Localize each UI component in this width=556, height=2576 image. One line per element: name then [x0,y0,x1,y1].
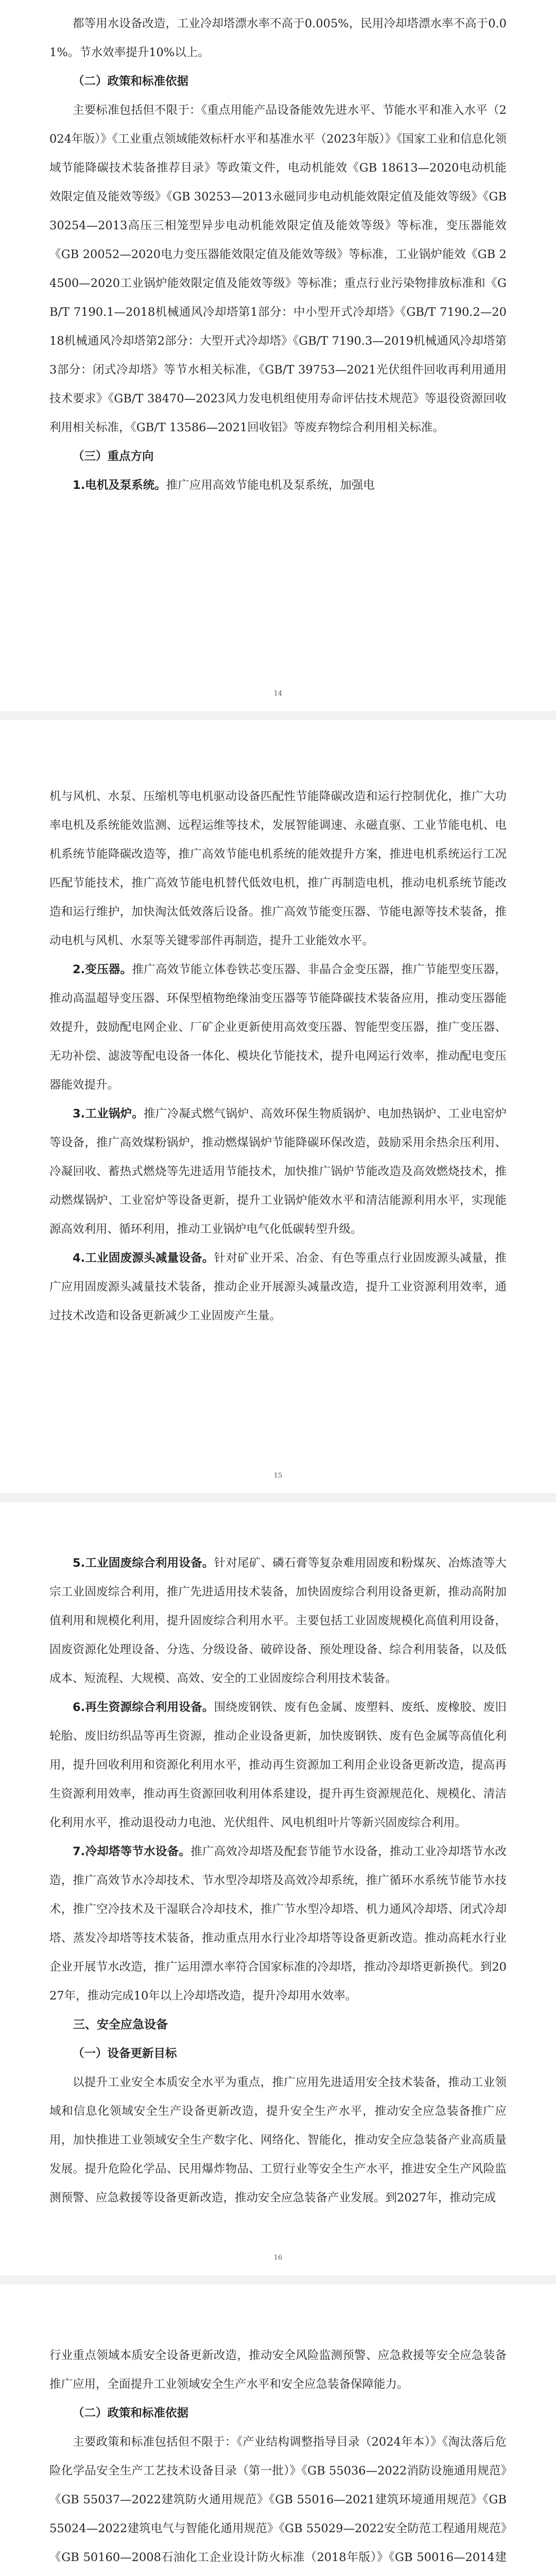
paragraph: 主要政策和标准包括但不限于：《产业结构调整指导目录（2024年本）》《淘汰落后危险化学品安全生产工艺技术设备目录（第一批）》《GB 55036—2022消防设施通用规范》《GB 55037—2022建筑防火通用规范》《GB 55016—2021建筑环境通用规范》《GB 55024—2022建筑电气与智能化通用规范》《GB 55029—2022安全防范工程通用规范》《GB 50160—2008石油化工企业设计防火标准（2018年版）》《GB 50016—2014建 [49,2435,507,2564]
document-page [0,0,556,711]
document-page [0,2284,556,2576]
document-page [0,720,556,1493]
document-page [0,1502,556,2275]
paragraph [49,471,507,500]
paragraph-text: 针对尾矿、磷石膏等复杂难用固废和粉煤灰、冶炼渣等大宗工业固废综合利用，推广先进适用技术装备，加快固废综合利用设备更新，推动高附加值利用和规模化利用，提升固废综合利用水平。主要包括工业固废规模化高值利用设备，固废资源化处理设备、分选、分级设备、破碎设备、预处理设备、综合利用装备，以及低成本、短流程、大规模、高效、安全的工业固废综合利用技术装备。 [49,1556,507,1685]
paragraph: 主要标准包括但不限于：《重点用能产品设备能效先进水平、节能水平和准入水平（2024年版）》《工业重点领域能效标杆水平和基准水平（2023年版）》《国家工业和信息化领域节能降碳技术装备推荐目录》等政策文件，电动机能效《GB 18613—2020电动机能效限定值及能效等级》《GB 30253—2013永磁同步电动机能效限定值及能效等级》《GB 30254—2013高压三相笼型异步电动机能效限定值及能效等级》等标准，变压器能效《GB 20052—2020电力变压器能效限定值及能效等级》等标准，工业锅炉能效《GB 24500—2020工业锅炉能效限定值及能效等级》等标准；重点行业污染物排放标准和《GB/T 7190.1—2018机械通风冷却塔第1部分：中小型开式冷却塔》《GB/T 7190.2—2018机械通风冷却塔第2部分：大型开式冷却塔》《GB/T 7190.3—2019机械通风冷却塔第3部分：闭式冷却塔》等节水相关标准，《GB/T 39753—2021光伏组件回收再利用通用技术要求》《GB/T 38470—2023风力发电机组使用寿命评估技术规范》等退役资源回收利用相关标准，《GB/T 13586—2021回收铝》等废弃物综合利用相关标准。 [49,104,507,434]
paragraph [49,1693,507,1837]
section-heading: （三）重点方向 [73,450,154,463]
chapter-heading: 三、安全应急设备 [73,2018,168,2031]
item-lead-title: 1.电机及泵系统。 [73,479,166,492]
paragraph [49,955,507,1099]
item-lead-title: 4.工业固废源头减量设备。 [73,1251,214,1265]
item-lead-title: 7.冷却塔等节水设备。 [73,1845,191,1858]
paragraph: 以提升工业安全本质安全水平为重点，推广应用先进适用安全技术装备，推动工业领域和信息化领域安全生产设备更新改造，提升安全生产水平，推动安全应急装备推广应用，加快推进工业领域安全生产数字化、网络化、智能化，推动安全应急装备产业高质量发展。提升危险化学品、民用爆炸物品、工贸行业等安全生产水平，推进安全生产风险监测预警、应急救援等设备更新改造，推动安全应急装备产业发展。到2027年，推动完成 [49,2076,507,2205]
item-lead-title: 5.工业固废综合利用设备。 [73,1556,214,1570]
paragraph-text: 推广冷凝式燃气锅炉、高效环保生物质锅炉、电加热锅炉、工业电窑炉等设备，推广高效煤粉锅炉，推动燃煤锅炉节能降碳环保改造，鼓励采用余热余压利用、冷凝回收、蓄热式燃烧等先进适用节能技术，加快推广锅炉节能改造及高效燃烧技术，推动燃煤锅炉、工业窑炉等设备更新，提升工业锅炉能效水平和清洁能源利用水平，实现能源高效利用、循环利用，推动工业锅炉电气化低碳转型升级。 [49,1107,507,1236]
paragraph-text: 推广应用高效节能电机及泵系统，加强电 [166,479,375,492]
paragraph [49,1549,507,1693]
page-number: 14 [273,690,283,698]
item-lead-title: 2.变压器。 [73,963,132,976]
paragraph-text: 推广高效节能立体卷铁芯变压器、非晶合金变压器，推广节能型变压器，推动高温超导变压器、环保型植物绝缘油变压器等节能降碳技术装备应用，推动变压器能效提升，鼓励配电网企业、厂矿企业更新使用高效变压器、智能型变压器，推广变压器、无功补偿、滤波等配电设备一体化、模块化节能技术，提升电网运行效率，推动配电变压器能效提升。 [49,963,507,1092]
page-number: 15 [273,1472,283,1480]
paragraph [49,1244,507,1330]
paragraph-text: 推广高效冷却塔及配套节能节水设备，推动工业冷却塔节水改造，推广高效节水冷却技术、节水型冷却塔及高效冷却系统，推广循环水系统节能节水技术，推广空冷技术及干湿联合冷却技术，推广节水型冷却塔、机力通风冷却塔、闭式冷却塔、蒸发冷却塔等技术装备，推动重点用水行业冷却塔等设备更新改造。推动高耗水行业企业开展节水改造，推广运用漂水率符合国家标准的冷却塔，推动冷却塔更新换代。到2027年，推动完成10年以上冷却塔改造，提升冷却用水效率。 [49,1845,507,2003]
paragraph: 行业重点领域本质安全设备更新改造，推动安全风险监测预警、应急救援等安全应急装备推广应用，全面提升工业领域安全生产水平和安全应急装备保障能力。 [49,2349,507,2391]
section-heading: （一）设备更新目标 [73,2047,177,2060]
section-heading: （二）政策和标准依据 [73,75,189,88]
paragraph-text: 针对矿业开采、冶金、有色等重点行业固废源头减量，推广应用固废源头减量技术装备，推动企业开展源头减量改造，提升工业资源利用效率，通过技术改造和设备更新减少工业固废产生量。 [49,1251,507,1323]
item-lead-title: 3.工业锅炉。 [73,1107,144,1121]
paragraph [49,1837,507,2010]
paragraph [49,1099,507,1244]
paragraph-text: 围绕废钢铁、废有色金属、废塑料、废纸、废橡胶、废旧轮胎、废旧纺织品等再生资源，推动企业设备更新，加快废钢铁、废有色金属等高值化利用，提升回收利用和资源化利用水平，推动再生资源加工利用企业设备更新改造，提高再生资源利用效率，推动再生资源回收利用体系建设，提升再生资源规范化、规模化、清洁化利用水平，推动退役动力电池、光伏组件、风电机组叶片等新兴固废综合利用。 [49,1701,507,1829]
paragraph: 机与风机、水泵、压缩机等电机驱动设备匹配性节能降碳改造和运行控制优化，推广大功率电机及系统能效监测、远程运维等技术，发展智能调速、永磁直驱、工业节能电机、电机系统节能降碳改造等，推广高效节能电机系统的能效提升方案，推进电机系统运行工况匹配节能技术，推广高效节能电机替代低效电机，推广再制造电机，推动电机系统节能改造和运行维护，加快淘汰低效落后设备。推广高效节能变压器、节能电源等技术装备，推动电机与风机、水泵等关键零部件再制造，提升工业能效水平。 [49,790,507,947]
page-number: 16 [273,2254,283,2262]
paragraph: 都等用水设备改造，工业冷却塔漂水率不高于0.005%，民用冷却塔漂水率不高于0.01%。节水效率提升10%以上。 [49,17,507,59]
section-heading: （二）政策和标准依据 [73,2406,189,2420]
item-lead-title: 6.再生资源综合利用设备。 [73,1701,214,1714]
